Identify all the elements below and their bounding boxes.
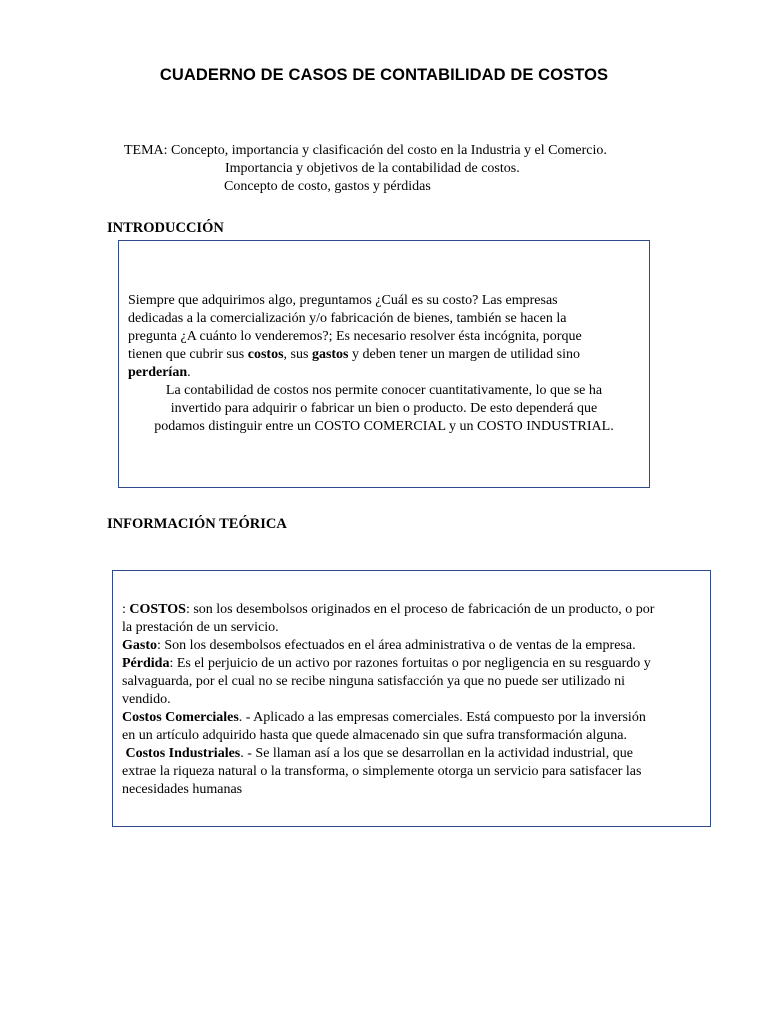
info-line [122,601,706,619]
info-line: vendido. [122,692,171,707]
tema-line-1: TEMA: Concepto, importancia y clasificación del costo en la Industria y el Comercio. [124,143,607,158]
intro-line: invertido para adquirir o fabricar un bien o producto. De esto dependerá que [170,401,598,416]
term-gasto: Gasto [122,638,157,653]
info-line: necesidades humanas [122,782,243,797]
informacion-teorica-box [112,570,711,827]
info-text-fragment: . - Aplicado a las empresas comerciales. Está compuesto por la inversión [238,710,646,725]
intro-text-fragment: , sus [283,347,312,362]
intro-text-fragment: tienen que cubrir sus [128,347,248,362]
intro-line [128,346,640,364]
intro-bold-costos: costos [247,347,284,362]
info-text-fragment: : [122,602,130,617]
intro-line: dedicadas a la comercialización y/o fabricación de bienes, también se hacen la [128,311,567,326]
informacion-teorica-text [122,601,706,799]
intro-line [128,364,640,382]
term-costos-comerciales: Costos Comerciales [122,710,239,725]
intro-line: podamos distinguir entre un COSTO COMERCIAL y un COSTO INDUSTRIAL. [154,419,614,434]
introduccion-text [128,292,640,436]
term-perdida: Pérdida [122,656,170,671]
term-costos-industriales: Costos Industriales [122,746,241,761]
tema-line-2: Importancia y objetivos de la contabilidad de costos. [225,161,520,176]
info-line: extrae la riqueza natural o la transforma, o simplemente otorga un servicio para satisfacer las [122,764,642,779]
informacion-teorica-heading: INFORMACIÓN TEÓRICA [107,516,287,532]
info-text-fragment: : son los desembolsos originados en el proceso de fabricación de un producto, o por [185,602,655,617]
info-line [122,745,706,763]
info-line [122,709,706,727]
document-title: CUADERNO DE CASOS DE CONTABILIDAD DE COSTOS [159,66,609,84]
intro-bold-perderian: perderían [128,365,188,380]
info-text-fragment: : Son los desembolsos efectuados en el área administrativa o de ventas de la empresa. [157,638,636,653]
intro-line: pregunta ¿A cuánto lo venderemos?; Es necesario resolver ésta incógnita, porque [128,329,582,344]
intro-bold-gastos: gastos [311,347,349,362]
tema-line-3: Concepto de costo, gastos y pérdidas [224,179,431,194]
info-line: salvaguarda, por el cual no se recibe ninguna satisfacción ya que no puede ser utilizado ni [122,674,626,689]
term-costos: COSTOS [129,602,186,617]
introduccion-heading: INTRODUCCIÓN [107,220,224,236]
info-line [122,637,706,655]
introduccion-box [118,240,650,488]
intro-line: La contabilidad de costos nos permite conocer cuantitativamente, lo que se ha [165,383,603,398]
intro-text-fragment: y deben tener un margen de utilidad sino [348,347,580,362]
intro-line: Siempre que adquirimos algo, preguntamos ¿Cuál es su costo? Las empresas [128,293,558,308]
info-line: en un artículo adquirido hasta que quede almacenado sin que sufra transformación alguna. [122,728,627,743]
info-text-fragment: . - Se llaman así a los que se desarrollan en la actividad industrial, que [240,746,633,761]
intro-text-fragment: . [187,365,191,380]
info-line: la prestación de un servicio. [122,620,279,635]
info-line [122,655,706,673]
info-text-fragment: : Es el perjuicio de un activo por razones fortuitas o por negligencia en su resguardo y [169,656,651,671]
